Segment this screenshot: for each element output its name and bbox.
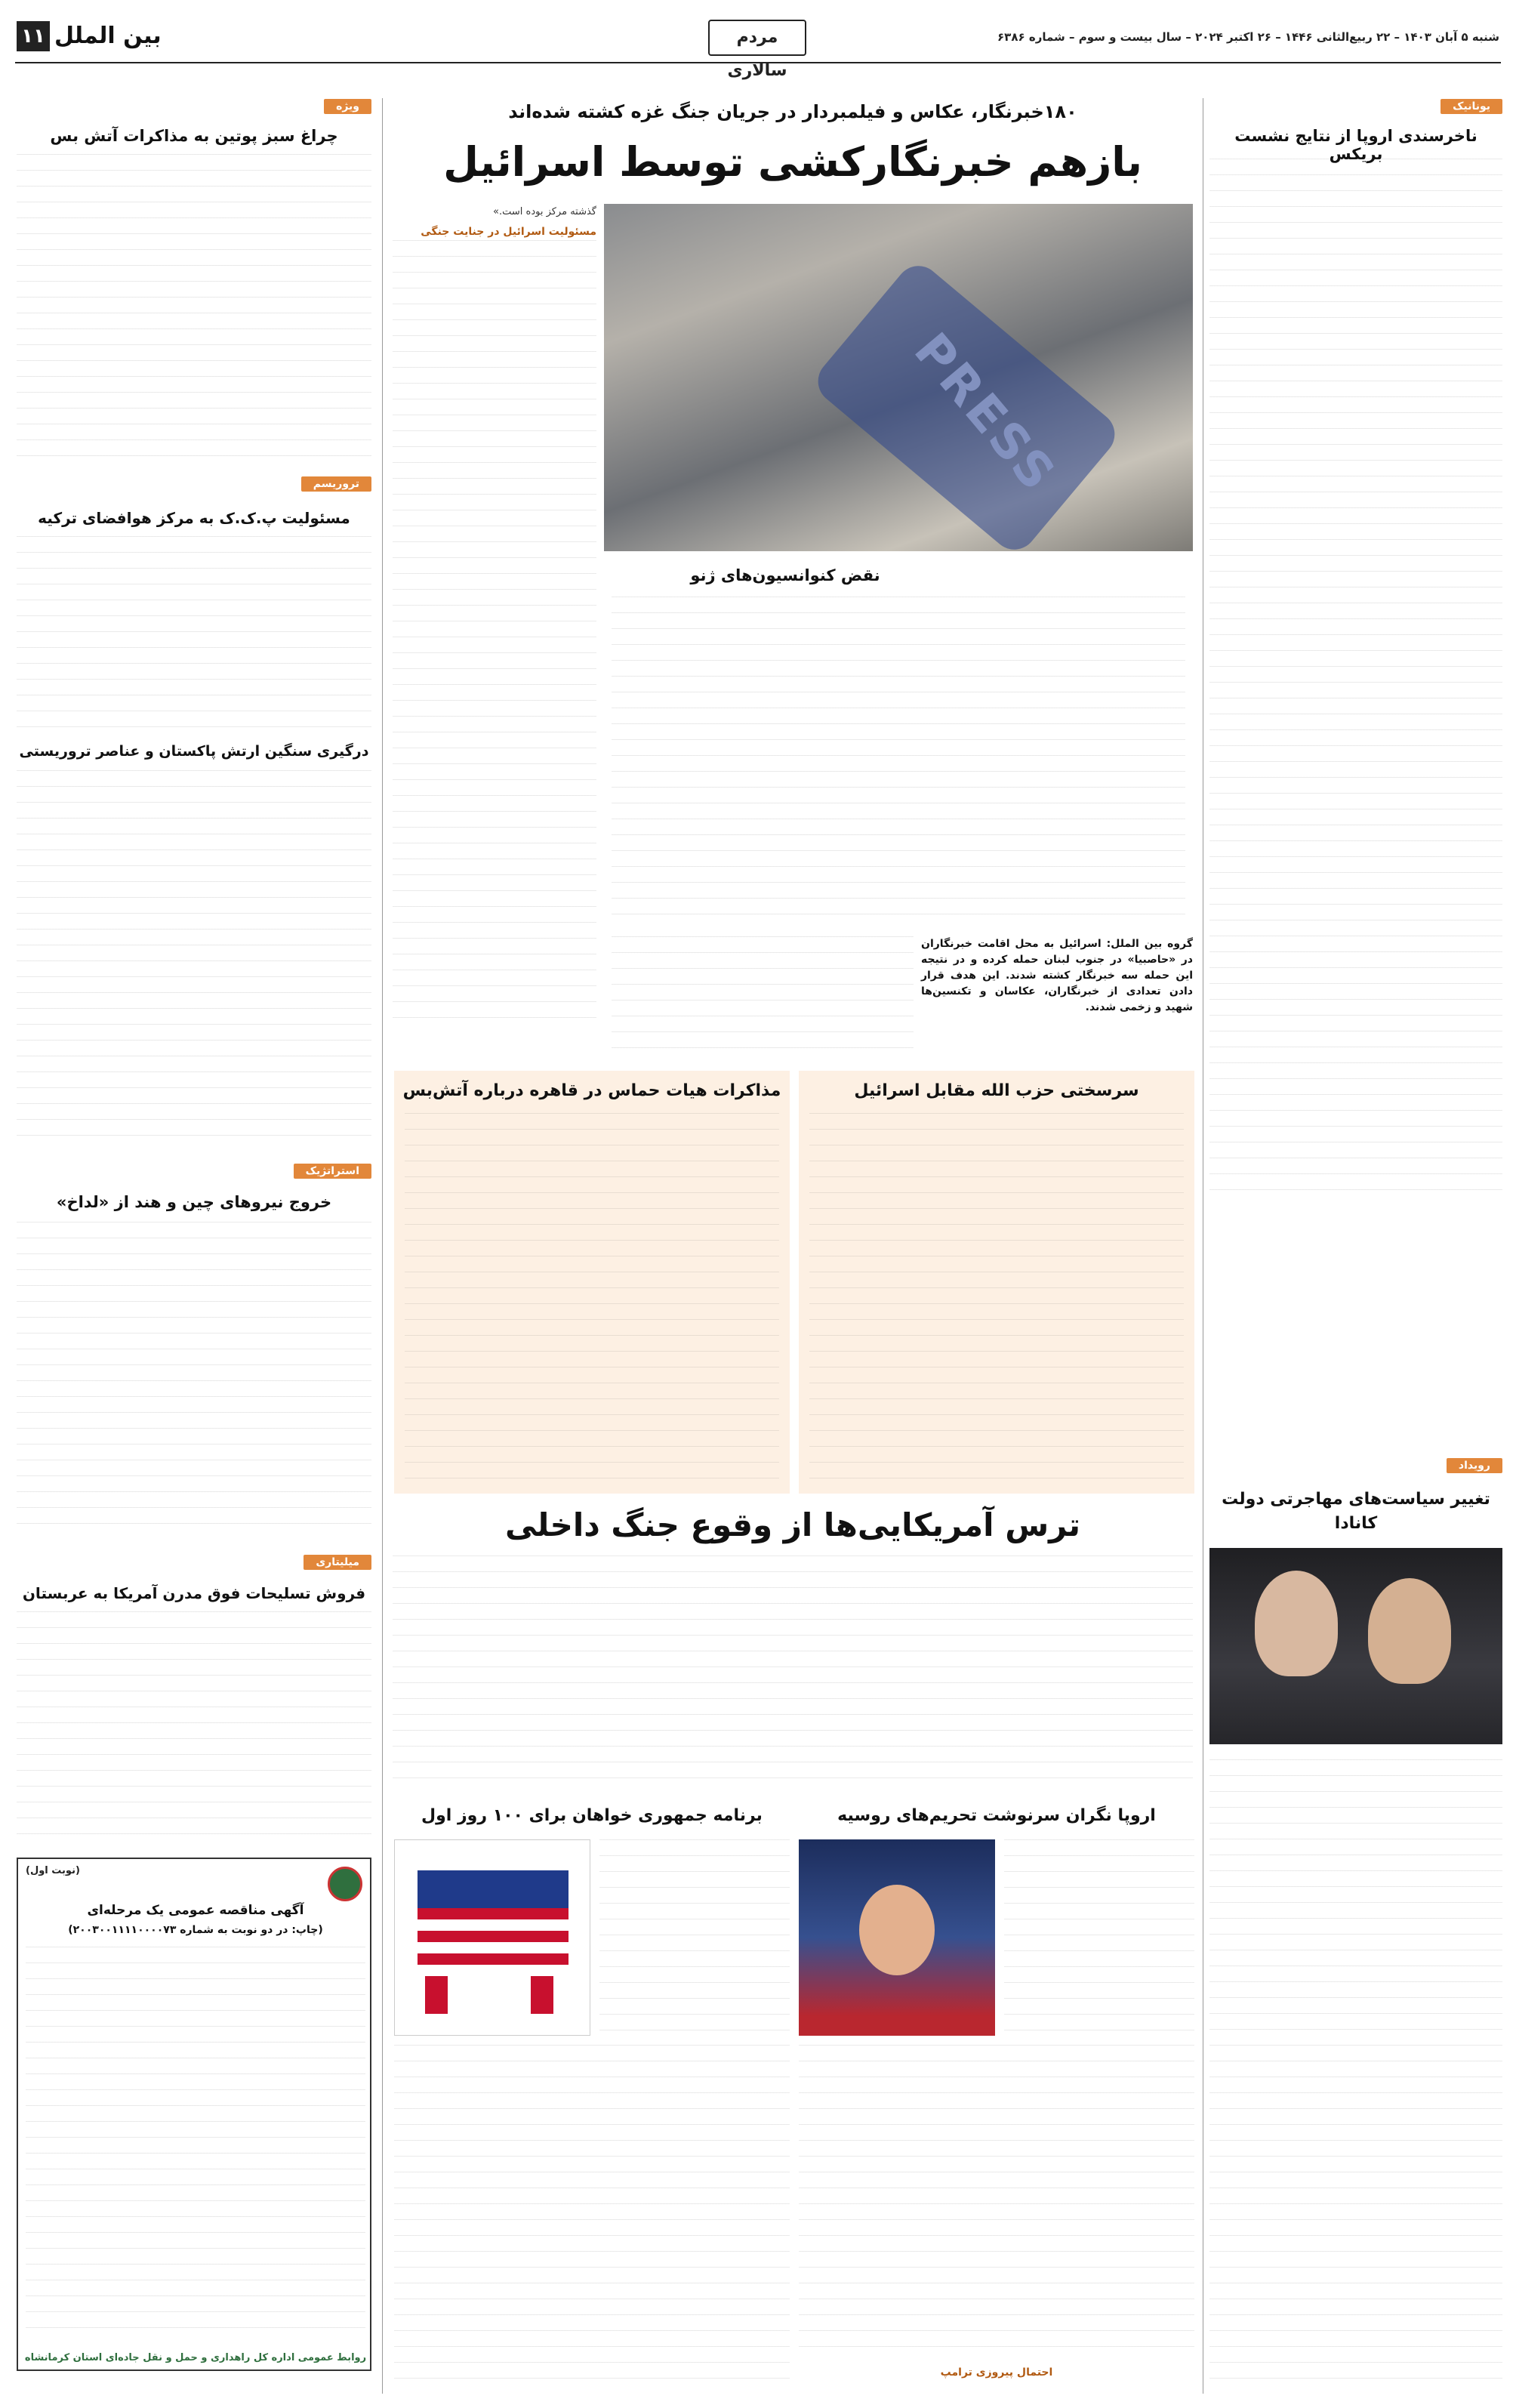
masthead-logo: مردم سالاری bbox=[708, 20, 806, 56]
masthead bbox=[0, 0, 1516, 80]
article-body bbox=[17, 1611, 371, 1838]
trump-photo bbox=[799, 1839, 995, 2036]
subheading: نقض کنوانسیون‌های ژنو bbox=[690, 566, 880, 584]
ad-footer: روابط عمومی اداره کل راهداری و حمل و نقل جاده‌ای استان کرمانشاه bbox=[24, 2352, 367, 2363]
subheading: احتمال پیروزی ترامپ bbox=[940, 2366, 1053, 2379]
article-column bbox=[393, 204, 596, 1050]
ad-notice: (نوبت اول) bbox=[26, 1865, 80, 1876]
article-body bbox=[17, 770, 371, 1148]
gop-elephant-image bbox=[394, 1839, 590, 2036]
article-body bbox=[17, 1222, 371, 1539]
article-headline: برنامه جمهوری خواهان برای ۱۰۰ روز اول bbox=[421, 1806, 763, 1825]
article-body bbox=[405, 1113, 779, 1483]
russia-sanctions-article bbox=[799, 1806, 1194, 2395]
article-body bbox=[809, 1113, 1184, 1483]
section-tag: استراتژیک bbox=[294, 1164, 371, 1179]
section-tag: رویداد bbox=[1447, 1458, 1502, 1473]
page-number: ۱۱ bbox=[17, 21, 50, 51]
article-body bbox=[612, 936, 914, 1057]
tender-ad bbox=[17, 1858, 371, 2371]
article-body bbox=[612, 597, 1185, 929]
article-headline: ناخرسندی اروپا از نتایج نشست بریکس bbox=[1234, 127, 1477, 163]
article-headline: سرسختی حزب الله مقابل اسرائیل bbox=[854, 1081, 1139, 1100]
article-body bbox=[799, 2045, 1194, 2362]
article-body bbox=[394, 2045, 790, 2385]
article-body bbox=[17, 154, 371, 456]
section-tag: ویژه bbox=[324, 99, 371, 114]
section-title: بین الملل bbox=[54, 23, 162, 49]
article-body bbox=[1209, 1759, 1502, 2379]
section-tag: میلیتاری bbox=[304, 1555, 371, 1570]
ad-title: آگهی مناقصه عمومی یک مرحله‌ای bbox=[87, 1903, 304, 1918]
republican-plan-article bbox=[394, 1806, 790, 2395]
right-sidebar bbox=[1209, 98, 1502, 2394]
article-headline: ترس آمریکایی‌ها از وقوع جنگ داخلی bbox=[504, 1506, 1081, 1543]
article-headline: مذاکرات هیات حماس در قاهره درباره آتش‌بس bbox=[402, 1081, 781, 1100]
civil-war-article bbox=[393, 1503, 1193, 1797]
article-body bbox=[599, 1839, 790, 2036]
article-body bbox=[393, 1555, 1193, 1790]
column-text: گذشته مرکز بوده است.» bbox=[493, 206, 596, 217]
article-kicker: ۱۸۰خبرنگار، عکاس و فیلمبردار در جریان جنگ غزه کشته شده‌اند bbox=[508, 101, 1077, 122]
section-tag: تروریسم bbox=[301, 476, 371, 492]
press-car-photo bbox=[604, 204, 1193, 551]
date-line: شنبه ۵ آبان ۱۴۰۳ – ۲۲ ربیع‌الثانی ۱۴۴۶ – ۲۶ اکتبر ۲۰۲۴ – سال بیست و سوم – شماره ۶۳۸۶ bbox=[997, 30, 1499, 44]
subheading: مسئولیت اسرائیل در جنایت جنگی bbox=[421, 226, 596, 238]
article-headline: بازهم خبرنگارکشی توسط اسرائیل bbox=[443, 138, 1142, 186]
hezbollah-box bbox=[799, 1071, 1194, 1494]
article-body bbox=[17, 536, 371, 732]
article-body bbox=[1209, 159, 1502, 1201]
hamas-box bbox=[394, 1071, 790, 1494]
article-headline: اروپا نگران سرنوشت تحریم‌های روسیه bbox=[837, 1806, 1156, 1825]
lead-box bbox=[921, 936, 1193, 1057]
article-headline: خروج نیروهای چین و هند از «لداخ» bbox=[56, 1193, 332, 1211]
leaders-photo bbox=[1209, 1548, 1502, 1744]
article-headline: مسئولیت پ.ک.ک به مرکز هوافضای ترکیه bbox=[38, 509, 350, 527]
ad-body bbox=[26, 1947, 365, 2339]
lead-text: گروه بین الملل: اسرائیل به محل اقامت خبرنگاران در «حاصبیا» در جنوب لبنان حمله کرده و در نتیجه این حمله سه خبرنگار کشته شدند. این هدف قرار دادن تعدادی از خبرنگاران، عکاسان و تکنسین‌ها شهید و زخمی شدند. bbox=[921, 938, 1193, 1013]
article-headline: فروش تسلیحات فوق مدرن آمریکا به عربستان bbox=[22, 1584, 366, 1602]
section-tag: یونانیک bbox=[1441, 99, 1502, 114]
article-headline: درگیری سنگین ارتش پاکستان و عناصر تروریستی bbox=[19, 743, 369, 760]
article-headline: تغییر سیاست‌های مهاجرتی دولت کانادا bbox=[1222, 1490, 1490, 1533]
article-body bbox=[1004, 1839, 1194, 2036]
main-article bbox=[393, 98, 1193, 1065]
ad-subtitle: (چاپ: در دو نوبت به شماره ۲۰۰۳۰۰۱۱۱۱۰۰۰۰۷۳) bbox=[68, 1924, 323, 1936]
emblem-icon bbox=[328, 1867, 362, 1901]
article-headline: چراغ سبز پوتین به مذاکرات آتش بس bbox=[50, 127, 338, 145]
left-sidebar bbox=[17, 98, 371, 2394]
